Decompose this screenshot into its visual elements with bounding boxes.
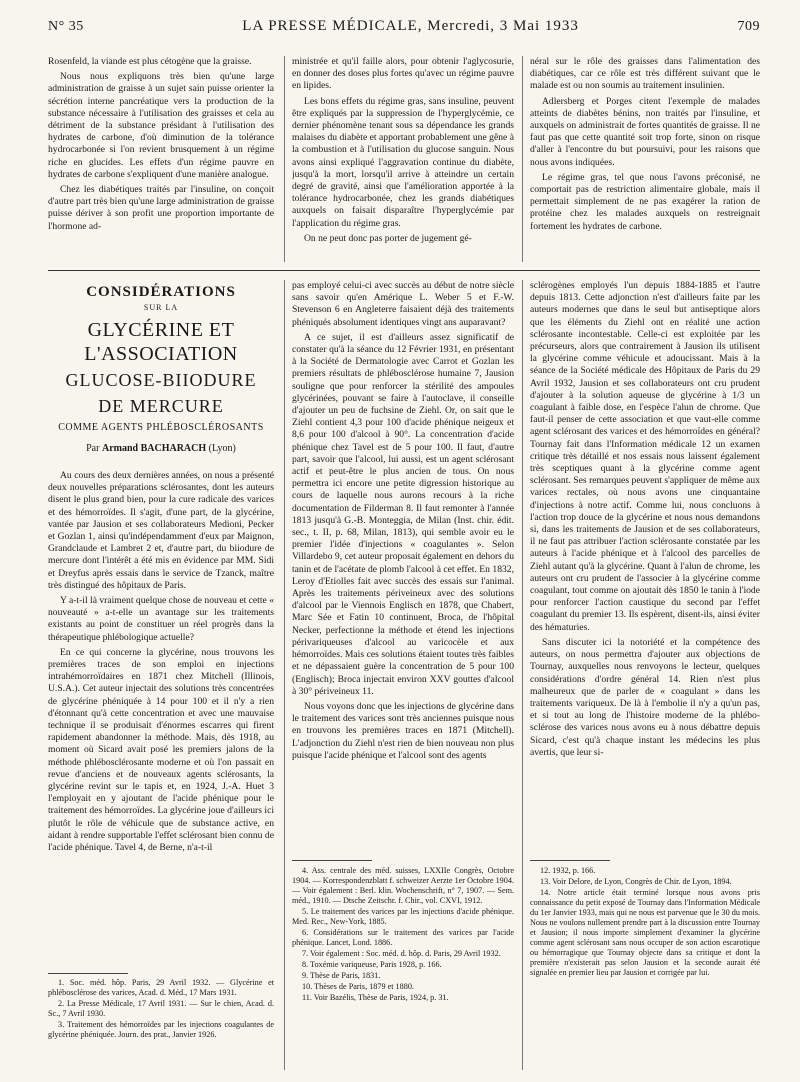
page-number: 709 bbox=[737, 19, 760, 34]
paragraph: Au cours des deux dernières années, on nous a présenté deux nouvelles préparations sclérosantes, dont les auteurs disent le plus grand bien, pour la cure radicale des varices et des hémorroïdes. Il s'agit, d'une part, de la glycérine, vantée par Jausion et ses collaborateurs Medioni, Pecker et Gozlan 1, ainsi qu'indépendamment d'eux par Maignon, Grandclaude et Lambret 2 et, d'autre part, du biiodure de mercure dont l'intérêt a été mis en évidence par MM. Sidi et Dreyfus après essais dans le service de Tzanck, maître très distingué des hôpitaux de Paris. bbox=[48, 470, 274, 591]
footnote: 6. Considérations sur le traitement des varices par l'acide phénique. Lancet, Lond. 1886. bbox=[292, 928, 514, 947]
article-title-block bbox=[48, 286, 274, 455]
column-divider bbox=[284, 280, 285, 1070]
top-column-1 bbox=[48, 56, 274, 264]
column-divider bbox=[522, 280, 523, 1070]
top-column-3 bbox=[530, 56, 760, 264]
footnotes-column-3 bbox=[530, 866, 760, 1070]
title-line-1: CONSIDÉRATIONS bbox=[86, 284, 236, 300]
footnote: 8. Toxémie variqueuse, Paris 1928, p. 166. bbox=[302, 960, 442, 969]
footnotes-column-2 bbox=[292, 866, 514, 1070]
footnote-rule bbox=[530, 860, 610, 861]
page-header bbox=[48, 18, 760, 48]
issue-number: N° 35 bbox=[48, 19, 84, 34]
paragraph: Les bons effets du régime gras, sans insuline, peuvent être expliqués par la suppression de l'hyperglycémie, ce dernier phénomène tenant sous sa dépendance les grands malaises du diabète et apportant probablement une gêne à la combustion et à l'utilisation du glucose sanguin. Nous avons ainsi expliqué l'aggravation continue du diabète, jusqu'à la mort, lorsqu'il arrive à atteindre un certain degré de gravité, ainsi que l'amélioration apportée à la tolérance hydrocarbonée, chez les grands diabétiques auxquels on faisait disparaître l'hyperglycémie par l'application du régime gras. bbox=[292, 95, 514, 229]
footnotes-column-1 bbox=[48, 978, 274, 1070]
footnote: 5. Le traitement des varices par les injections d'acide phénique. Med. Rec., New-York, 1885. bbox=[292, 907, 514, 926]
footnote: 3. Traitement des hémorroïdes par les injections coagulantes de glycérine phéniquée. Journ. des prat., Janvier 1926. bbox=[48, 1020, 274, 1039]
paragraph: Sans discuter ici la notoriété et la compétence des auteurs, on nous permettra d'ajouter aux objections de Tournay, auxquelles nous renvoyons le lecteur, quelques considérations d'ordre général 14. Rien n'est plus malheureux que de parler de « coagulant » dans les traitements variqueux. De là à l'embolie il n'y a qu'un pas, et si tout au long de l'histoire moderne de la phlébo-sclérose des varices nous avons eu à nous débattre depuis Sicard, c'est qu'à chaque instant les médecins les plus avertis, que leur si- bbox=[530, 636, 760, 758]
paragraph: Y a-t-il là vraiment quelque chose de nouveau et cette « nouveauté » a-t-elle un avantage sur les traitements existants au point de constituer un réel progrès dans la thérapeutique phlébologique actuelle? bbox=[48, 595, 274, 643]
paragraph: Le régime gras, tel que nous l'avons préconisé, ne comportait pas de restriction alimentaire globale, mais il permettait simplement de ne pas exagérer la ration de protéine chez les malades auxquels on restreignait fortement les hydrates de carbone. bbox=[530, 171, 760, 232]
title-line-4: GLUCOSE-BIIODURE bbox=[65, 370, 257, 391]
footnote: 12. 1932, p. 166. bbox=[540, 866, 596, 875]
paragraph: On ne peut donc pas porter de jugement gé- bbox=[304, 232, 472, 244]
footnote-rule bbox=[292, 860, 372, 861]
column-divider bbox=[522, 56, 523, 262]
footnote: 1. Soc. méd. hôp. Paris, 29 Avril 1932. — Glycérine et phlébosclérose des varices, Acad. d. Méd., 17 Mars 1931. bbox=[48, 978, 274, 997]
footnote: 11. Voir Bazélis, Thèse de Paris, 1924, p. 31. bbox=[302, 993, 449, 1002]
footnote-rule bbox=[48, 973, 128, 974]
journal-title: LA PRESSE MÉDICALE, Mercredi, 3 Mai 1933 bbox=[242, 18, 579, 34]
footnote: 2. La Presse Médicale, 17 Avril 1931. — Sur le chien, Acad. d. Sc., 7 Avril 1930. bbox=[48, 999, 274, 1018]
byline-prefix: Par bbox=[86, 442, 100, 454]
footnote: 14. Notre article était terminé lorsque nous avons pris connaissance du petit exposé de Tournay dans l'Information Médicale du 1er Janvier 1933, mais qui ne nous est parvenue que le 30 du mois. Nous ne voulons nullement prendre part à la discussion entre Tournay et Jausion; il nous importe simplement d'examiner la glycérine comme agent sclérosant sans nous occuper de son action escarotique ou hémorragique que Tournay objecte dans sa critique et dont la première n'existerait pas selon Jausion et la seconde aurait été signalée en premier lieu par Jausion et corrigée par lui. bbox=[530, 888, 760, 977]
article-column-1-body bbox=[48, 470, 274, 970]
section-rule bbox=[48, 270, 760, 271]
paragraph: Rosenfeld, la viande est plus cétogène que la graisse. bbox=[48, 56, 252, 67]
footnote: 9. Thèse de Paris, 1831. bbox=[302, 971, 381, 980]
paragraph: néral sur le rôle des graisses dans l'alimentation des diabétiques, car ce rôle est très différent suivant que le malade est ou non soumis au traitement insulinien. bbox=[530, 56, 760, 92]
footnote: 7. Voir également : Soc. méd. d. hôp. d. Paris, 29 Avril 1932. bbox=[302, 949, 501, 958]
article-column-2 bbox=[292, 280, 514, 854]
title-line-2: SUR LA bbox=[143, 303, 179, 313]
newspaper-page bbox=[48, 18, 760, 1070]
paragraph: pas employé celui-ci avec succès au début de notre siècle sans savoir qu'en Amérique L. Weber 5 et F.-W. Stevenson 6 en Angleterre faisaient déjà des traitements phéniqués absolument identiques vingt ans auparavant? bbox=[292, 280, 514, 328]
paragraph: sclérogènes employés l'un depuis 1884-1885 et l'autre depuis 1813. Cette adjonction n'est d'ailleurs faite par les auteurs modernes que dans le seul but antiseptique alors que les éléments du Ziehl ont en réalité une action sclérosante incontestable. Celle-ci est exploitée par les précurseurs, alors que contrairement à Jausion ils utilisent la glycérine comme véhicule et adoucissant. Mais à la séance de la Société médicale des Hôpitaux de Paris du 29 Avril 1932, Jausion et ses collaborateurs ont cru prudent d'ajouter à la solution aqueuse de glycérine à 1/3 un coagulant à faible dose, en l'espèce l'alun de chrome. Que faut-il penser de cette association et que vaut-elle comme agent sclérosant des varices et des hémorroïdes en général? Tournay fait dans l'Information médicale 12 un examen critique très détaillé et nos essais nous laissent également très sceptiques quant à la glycérine comme agent sclérosant. Ses remarques peuvent s'appliquer de même aux varices rectales, où nous avons une cinquantaine d'injections à notre actif. Comme lui, nous concluons à l'action trop douce de la glycérine et nous nous demandons si, dans les traitements de Jausion et de ses collaborateurs, il ne faut pas attribuer l'action sclérosante constatée par les auteurs à l'acide phénique et à l'alcool des parcelles de Ziehl autant qu'à la glycérine. Quant à l'alun de chrome, les auteurs ont cru prudent de l'associer à la glycérine comme coagulant, tout comme on ajoutait dès 1850 le tanin à l'iode pour renforcer l'action caustique du second par l'effet coagulant du premier 13. Ils espèrent, disent-ils, ainsi éviter des hématuries. bbox=[530, 280, 760, 633]
paragraph: Nous voyons donc que les injections de glycérine dans le traitement des varices sont très anciennes puisque nous en trouvons les premières traces en 1871 (Mitchell). L'adjonction du Ziehl n'est rien de bien nouveau non plus puisque l'acide phénique et l'alcool sont des agents bbox=[292, 700, 514, 761]
title-line-6: COMME AGENTS PHLÉBOSCLÉROSANTS bbox=[58, 422, 264, 434]
footnote: 4. Ass. centrale des méd. suisses, LXXIIe Congrès, Octobre 1904. — Korrespondenzblatt f. schweizer Aerzte 1er Octobre 1904. — Voir également : Berl. klin. Wochenschrift, n° 7, 1907. — Sem. méd., 1910. — Dtsche Zeitschr. f. Chir., vol. CXVI, 1912. bbox=[292, 866, 514, 905]
author-name: Armand BACHARACH bbox=[101, 442, 207, 454]
paragraph: Chez les diabétiques traités par l'insuline, on conçoit d'autre part très bien qu'une large administration de graisse puisse dériver à son profit une proportion importante de l'hormone ad- bbox=[48, 184, 274, 232]
paragraph: A ce sujet, il est d'ailleurs assez significatif de constater qu'à la séance du 12 Février 1931, en présentant à la Société de Dermatologie avec Carrot et Gozlan les premiers résultats de phlébosclérose humaine 7, Jausion souligne que pour renforcer la stérilité des ampoules glycérinées, pouvant se faire à l'autoclave, il conseille d'ajouter un peu de fuchsine de Ziehl. Or, on sait que le Ziehl contient 4,3 pour 100 d'acide phénique neigeux et 8,6 pour 100 d'alcool à 90°. La concentration d'acide phénique chez Tavel est de 5 pour 100. Il faut, d'autre part, savoir que l'alcool, lui aussi, est un agent sclérosant actif et peut-être le plus ancien de tous. On nous permettra ici encore une petite digression historique au cours de laquelle nous aurons recours à la riche documentation de Filderman 8. Il faut remonter à l'année 1813 jusqu'à G.-B. Monteggia, de Milan (Inst. chir. édit. sec., t. II, p. 68, Milan, 1813), qui semble avoir eu le premier l'idée d'injections « coagulantes ». Selon Villardebo 9, cet auteur proposait également en dehors du tanin et de l'acétate de plomb l'alcool à cet effet. En 1832, Leroy d'Etiolles fait avec succès des essais sur l'animal. Après les traitements périveineux avec des solutions d'alcool par le Viennois Englisch en 1878, que Chabert, Marc Sée et Fatin 10 continuent, Broca, de l'hôpital Necker, perfectionne la méthode et étend les injections périvariqueuses d'alcool au varicocèle et aux hémorroïdes. Mais ces solutions étaient toutes très faibles et ne dépassaient guère la concentration de 5 pour 100 (Englisch); Broca injectait environ XXV gouttes d'alcool à 30° périveineux 11. bbox=[292, 331, 514, 697]
author-city: (Lyon) bbox=[208, 442, 236, 454]
column-divider bbox=[284, 56, 285, 262]
article-column-3 bbox=[530, 280, 760, 854]
footnote: 10. Thèses de Paris, 1879 et 1880. bbox=[302, 982, 414, 991]
paragraph: En ce qui concerne la glycérine, nous trouvons les premières traces de son emploi en injections intrahémorroïdaires en 1871 chez Mitchell (Illinois, U.S.A.). Cet auteur injectait des solutions très concentrées de glycérine phéniquée à 14 pour 100 et il n'y a rien d'étonnant qu'à cette concentration et avec une mauvaise technique il se produisait d'énormes escarres qui firent rapidement abandonner la méthode. Mais, dès 1918, au moment où Sicard avait posé les premiers jalons de la méthode phlébosclérosante moderne et où l'on passait en revue d'anciens et de nouveaux agents sclérosants, la glycérine revint sur le tapis et, en 1924, J.-A. Huet 3 l'employait en y ajoutant de l'acide phénique pour le traitement des hémorroïdes. La glycérine joue d'ailleurs ici plutôt le rôle de véhicule que de substance active, en aidant à rendre supportable l'effet sclérosant bien connu de l'acide phénique. Tavel 4, de Berne, n'a-t-il bbox=[48, 646, 274, 854]
top-column-2 bbox=[292, 56, 514, 264]
paragraph: Adlersberg et Porges citent l'exemple de malades atteints de diabètes bénins, non traités par l'insuline, et auxquels on administrait de fortes quantités de graisse. Il ne faut pas que cette quantité soit trop forte, sinon on risque d'aller à l'encontre du but poursuivi, pour les raisons que nous avons indiquées. bbox=[530, 95, 760, 168]
paragraph: Nous nous expliquons très bien qu'une large administration de graisse à un sujet sain puisse orienter la sécrétion interne pancréatique vers la production de la substance nécessaire à l'utilisation des graisses et cela au détriment de la substance présidant à l'utilisation des hydrates de carbone, d'où diminution de la tolérance hydrocarbonée si l'on revient brusquement à un régime riche en glucides. Les effets d'un régime pauvre en hydrates de carbone s'expliquent d'une manière analogue. bbox=[48, 71, 274, 180]
byline bbox=[48, 443, 274, 455]
paragraph: ministrée et qu'il faille alors, pour obtenir l'aglycosurie, en donner des doses plus fortes qu'avec un régime pauvre en lipides. bbox=[292, 56, 514, 92]
title-line-3: GLYCÉRINE ET L'ASSOCIATION bbox=[84, 319, 238, 366]
title-line-5: DE MERCURE bbox=[98, 396, 224, 417]
footnote: 13. Voir Delore, de Lyon, Congrès de Chir. de Lyon, 1894. bbox=[540, 877, 732, 886]
